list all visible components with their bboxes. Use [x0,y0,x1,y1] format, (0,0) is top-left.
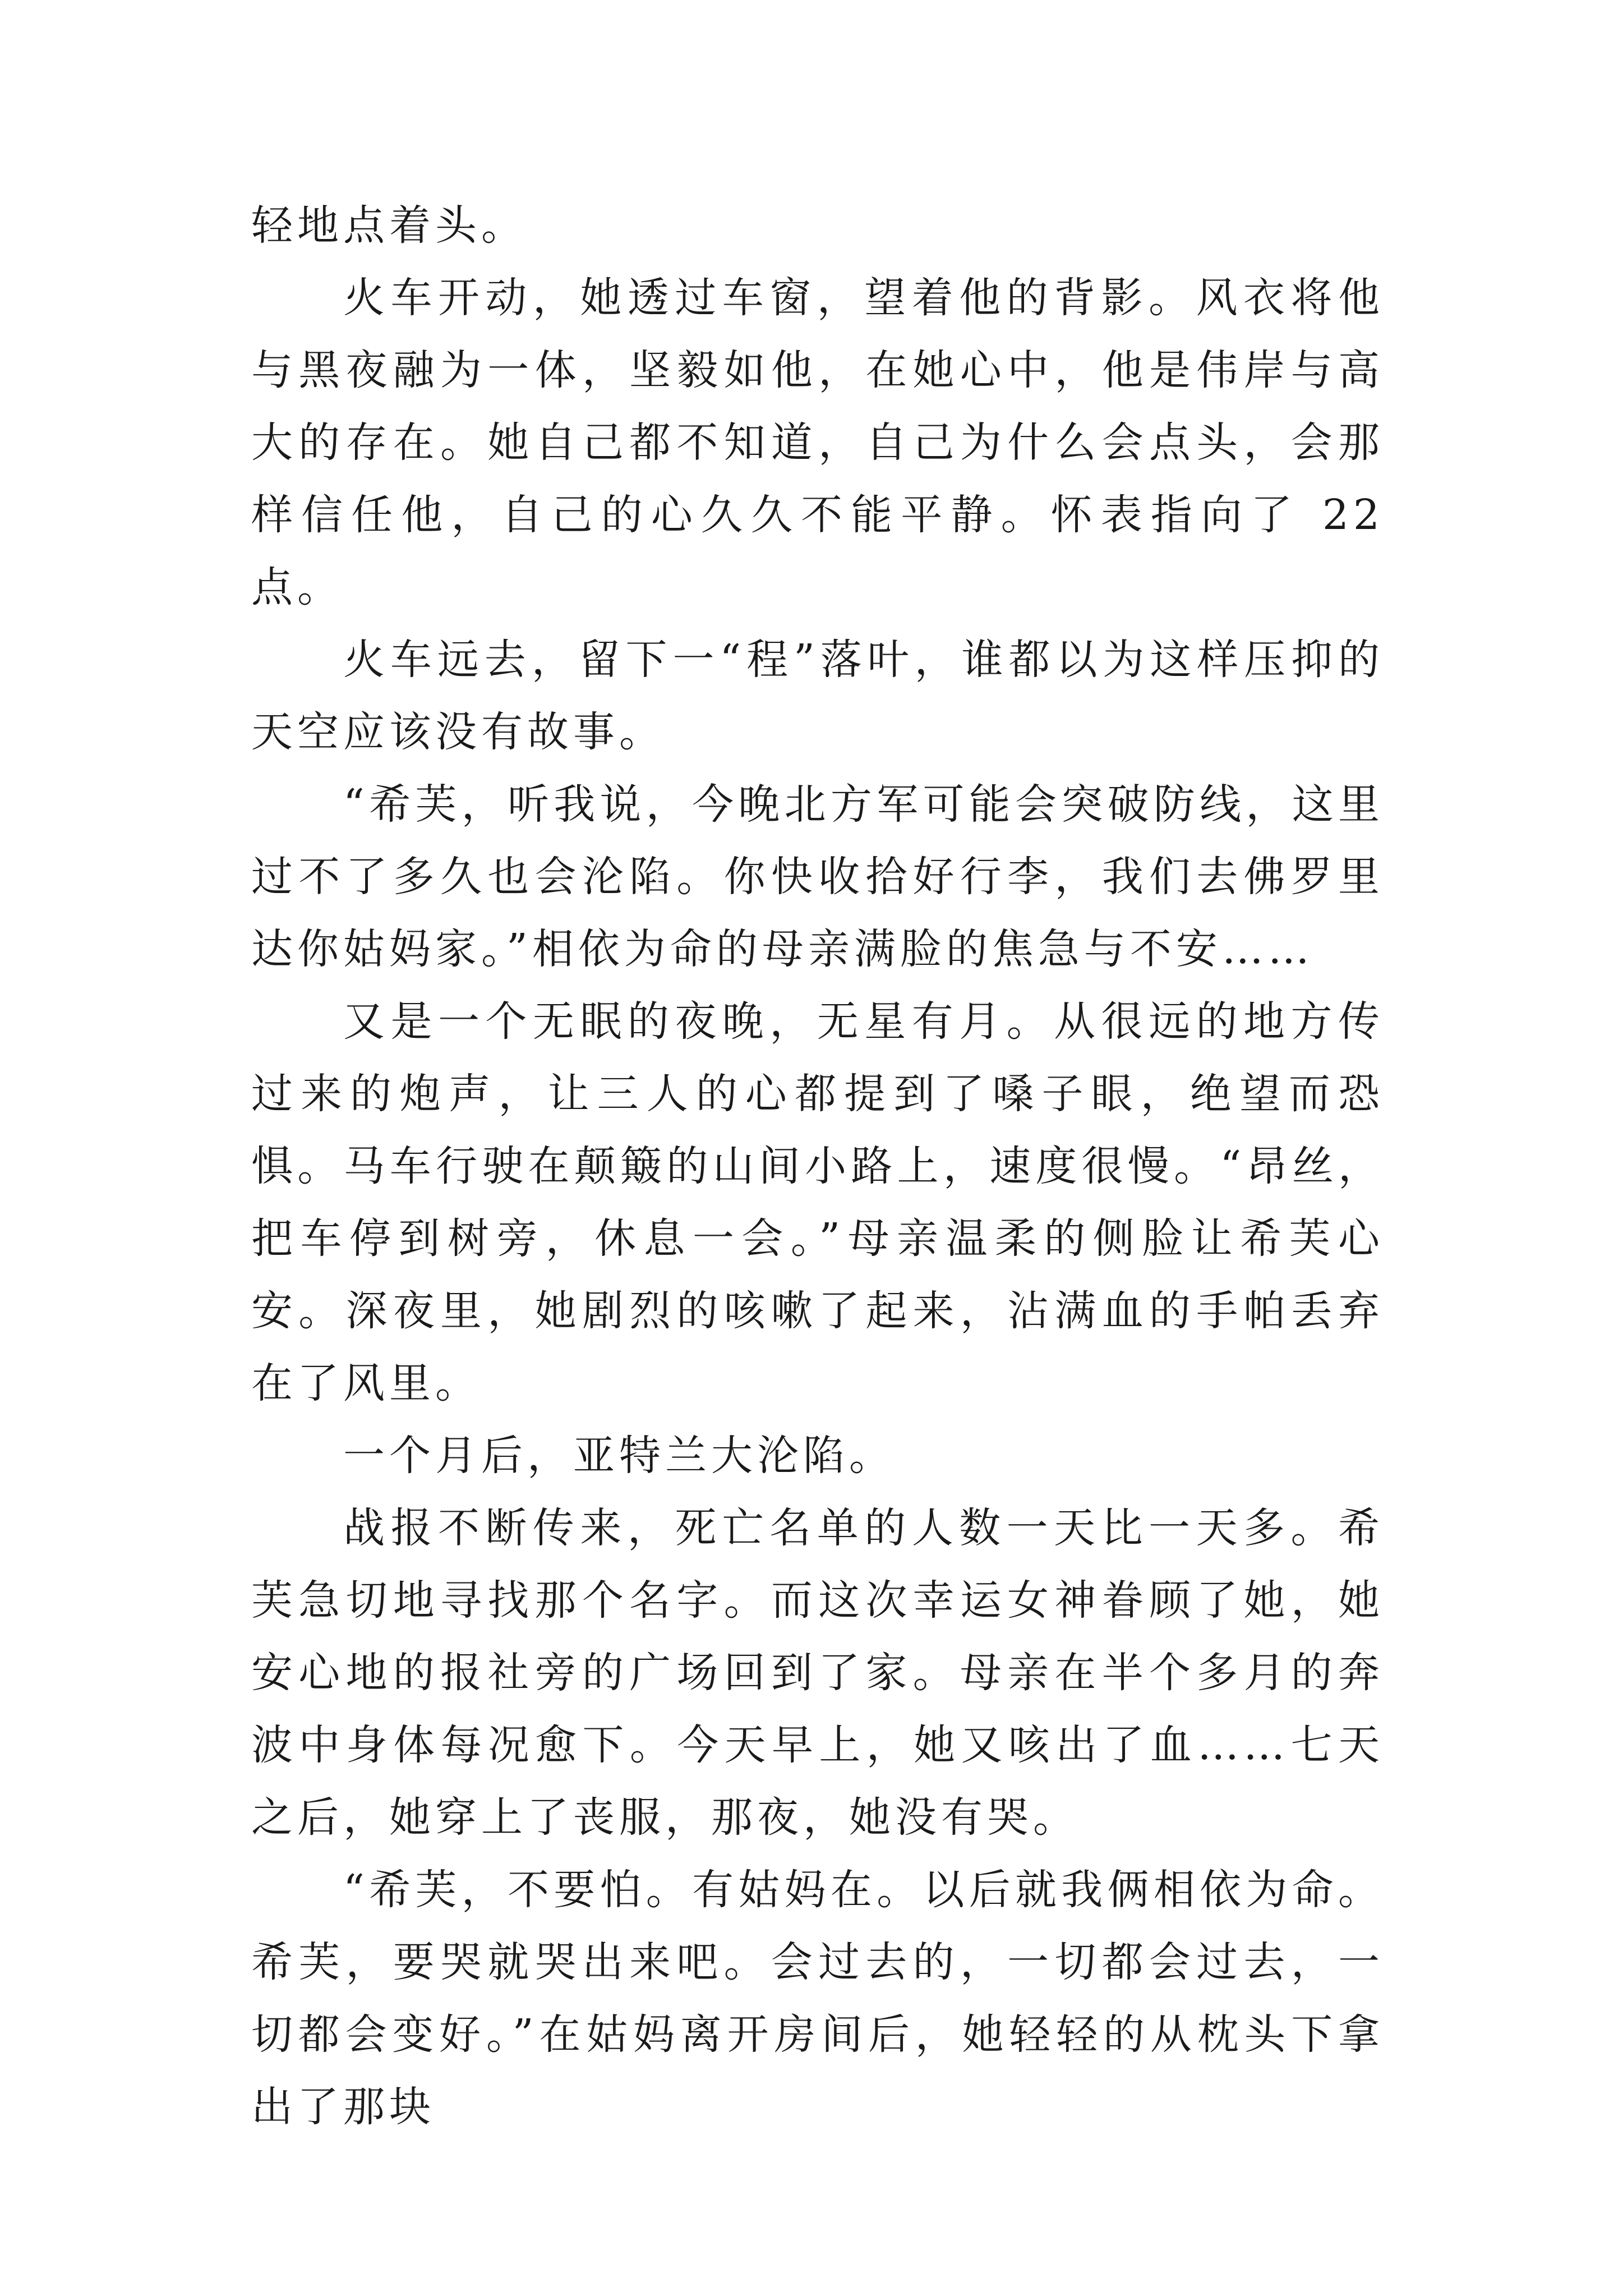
paragraph-6: 一个月后，亚特兰大沦陷。 [343,1432,895,1480]
paragraph-5: 又是一个无眠的夜晚，无星有月。从很远的地方传过来的炮声，让三人的心都提到了嗓子眼，绝望而恐惧。马车行驶在颠簸的山间小路上，速度很慢。“昂丝，把车停到树旁，休息一会。”母亲温柔的侧脸让希芙心安。深夜里，她剧烈的咳嗽了起来，沾满血的手帕丢弃在了风里。 [251,997,1384,1407]
paragraph-7: 战报不断传来，死亡名单的人数一天比一天多。希芙急切地寻找那个名字。而这次幸运女神眷顾了她，她安心地的报社旁的广场回到了家。母亲在半个多月的奔波中身体每况愈下。今天早上，她又咳出了血……七天之后，她穿上了丧服，那夜，她没有哭。 [251,1504,1384,1842]
document-body [251,190,1384,2143]
paragraph-4: “希芙，听我说，今晚北方军可能会突破防线，这里过不了多久也会沦陷。你快收拾好行李，我们去佛罗里达你姑妈家。”相依为命的母亲满脸的焦急与不安…… [251,780,1384,973]
paragraph-1: 轻地点着头。 [251,201,527,250]
paragraph-2: 火车开动，她透过车窗，望着他的背影。风衣将他与黑夜融为一体，坚毅如他，在她心中，他是伟岸与高大的存在。她自己都不知道，自己为什么会点头，会那样信任他，自己的心久久不能平静。怀表指向了 22 点。 [251,274,1384,611]
paragraph-3: 火车远去，留下一“程”落叶，谁都以为这样压抑的天空应该没有故事。 [251,636,1384,756]
paragraph-8: “希芙，不要怕。有姑妈在。以后就我俩相依为命。希芙，要哭就哭出来吧。会过去的，一切都会过去，一切都会变好。”在姑妈离开房间后，她轻轻的从枕头下拿出了那块 [251,1866,1384,2131]
